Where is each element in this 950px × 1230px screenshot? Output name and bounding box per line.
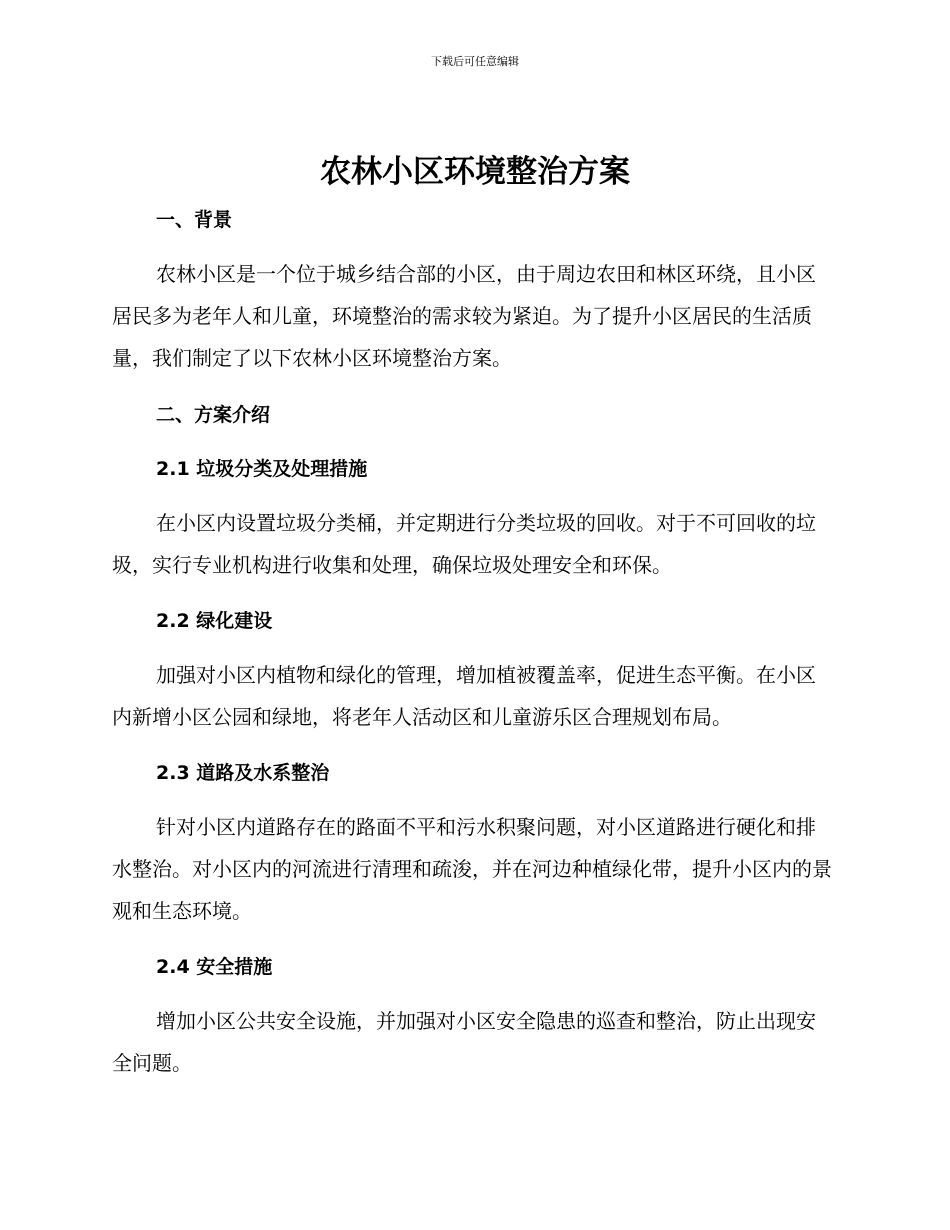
- page-header-note: 下载后可任意编辑: [431, 55, 519, 68]
- subsection-heading-greening: 2.2 绿化建设: [156, 610, 273, 632]
- paragraph-greening: 加强对小区内植物和绿化的管理，增加植被覆盖率，促进生态平衡。在小区内新增小区公园和绿地，将老年人活动区和儿童游乐区合理规划布局。: [112, 663, 816, 729]
- section-heading-plan-intro: 二、方案介绍: [156, 404, 271, 426]
- subsection-heading-safety: 2.4 安全措施: [156, 956, 273, 978]
- paragraph-background: 农林小区是一个位于城乡结合部的小区，由于周边农田和林区环绕，且小区居民多为老年人和儿童，环境整治的需求较为紧迫。为了提升小区居民的生活质量，我们制定了以下农林小区环境整治方案。: [112, 262, 816, 370]
- document-title: 农林小区环境整治方案: [320, 154, 630, 190]
- paragraph-roads-water: 针对小区内道路存在的路面不平和污水积聚问题，对小区道路进行硬化和排水整治。对小区内的河流进行清理和疏浚，并在河边种植绿化带，提升小区内的景观和生态环境。: [112, 815, 832, 923]
- subsection-heading-roads-water: 2.3 道路及水系整治: [156, 762, 330, 784]
- section-heading-background: 一、背景: [156, 209, 233, 231]
- paragraph-garbage: 在小区内设置垃圾分类桶，并定期进行分类垃圾的回收。对于不可回收的垃圾，实行专业机构进行收集和处理，确保垃圾处理安全和环保。: [112, 511, 816, 577]
- paragraph-safety: 增加小区公共安全设施，并加强对小区安全隐患的巡查和整治，防止出现安全问题。: [112, 1009, 816, 1075]
- subsection-heading-garbage: 2.1 垃圾分类及处理措施: [156, 458, 368, 480]
